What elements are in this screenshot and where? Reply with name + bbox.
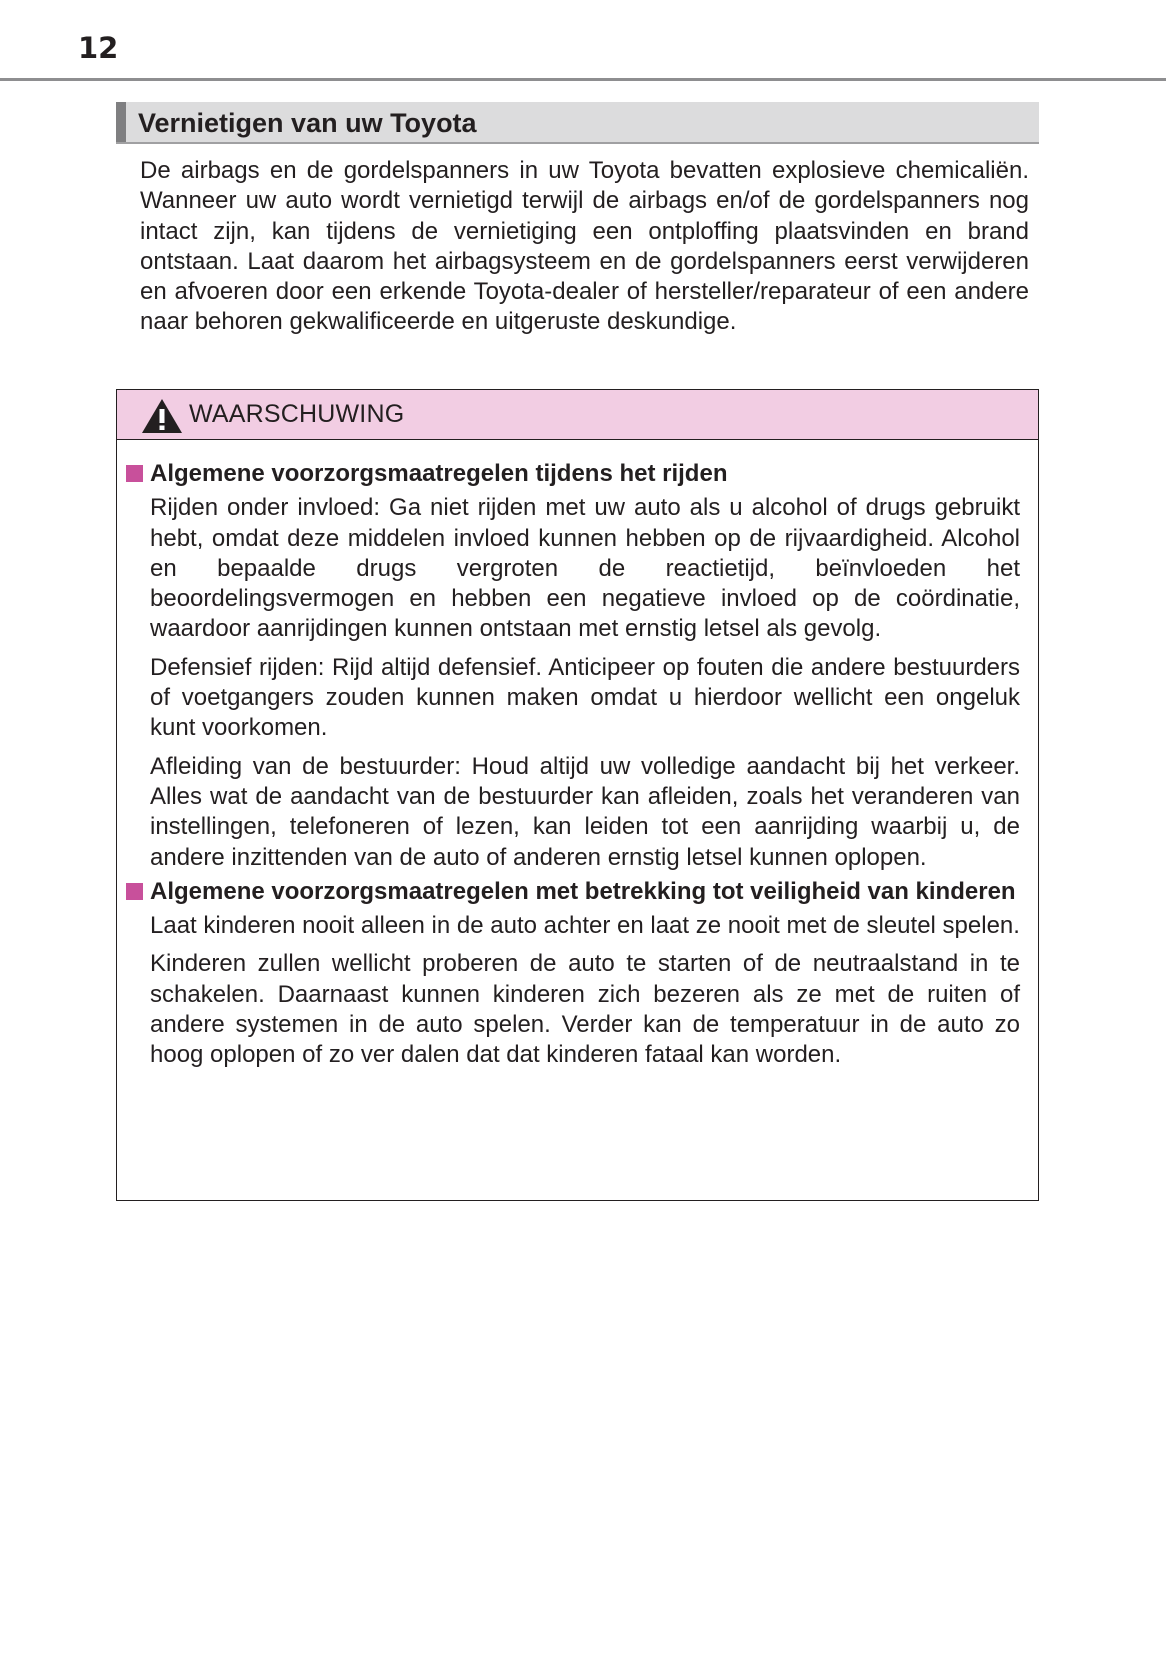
- subheading-text: Algemene voorzorgsmaatregelen met betrekking tot veiligheid van kinderen: [150, 877, 1016, 905]
- section-heading-bar: [116, 102, 126, 142]
- warning-box: [116, 389, 1039, 1201]
- warning-triangle-icon: [141, 398, 183, 434]
- warning-title: WAARSCHUWING: [189, 400, 405, 428]
- warning-paragraph: Laat kinderen nooit alleen in de auto achter en laat ze nooit met de sleutel spelen.: [150, 912, 1020, 940]
- warning-paragraph: Kinderen zullen wellicht proberen de auto te starten of de neutraalstand in te schakelen. Daarnaast kunnen kinderen zich bezeren als ze met de ruiten of andere systemen in de auto spelen. Verder kan de temperatuur in de auto zo hoog oplopen of zo ver dalen dat dat kinderen fataal kan worden.: [150, 950, 1020, 1069]
- warning-subheading: [117, 459, 1038, 489]
- warning-header: [117, 390, 1038, 440]
- section-heading: [116, 102, 1039, 144]
- subheading-text: Algemene voorzorgsmaatregelen tijdens het rijden: [150, 460, 728, 487]
- warning-paragraph: Defensief rijden: Rijd altijd defensief. Anticipeer op fouten die andere bestuurders of voetgangers zouden kunnen maken omdat u hierdoor wellicht een ongeluk kunt voorkomen.: [150, 653, 1020, 742]
- header-rule: [0, 78, 1166, 81]
- square-bullet-icon: [126, 465, 143, 482]
- intro-paragraph: De airbags en de gordelspanners in uw Toyota bevatten explosieve chemicaliën. Wanneer uw auto wordt vernietigd terwijl de airbags en/of de gordelspanners nog intact zijn, kan tijdens de vernietiging een ontploffing plaatsvinden en brand ontstaan. Laat daarom het airbagsysteem en de gordelspanners eerst verwijderen en afvoeren door een erkende Toyota-dealer of hersteller/reparateur of een andere naar behoren gekwalificeerde en uitgeruste deskundige.: [140, 157, 1029, 336]
- warning-body: [117, 459, 1038, 1071]
- section-title: Vernietigen van uw Toyota: [138, 108, 477, 138]
- page-number: 12: [78, 31, 119, 65]
- warning-subheading: [117, 877, 1038, 907]
- square-bullet-icon: [126, 883, 143, 900]
- warning-paragraph: Afleiding van de bestuurder: Houd altijd uw volledige aandacht bij het verkeer. Alles wat de aandacht van de bestuurder kan afleiden, zoals het veranderen van instellingen, telefoneren of lezen, kan leiden tot een aanrijding waarbij u, de andere inzittenden van de auto of anderen ernstig letsel kunnen oplopen.: [150, 752, 1020, 871]
- warning-paragraph: Rijden onder invloed: Ga niet rijden met uw auto als u alcohol of drugs gebruikt hebt, omdat deze middelen invloed kunnen hebben op de rijvaardigheid. Alcohol en bepaalde drugs vergroten de reactietijd, beïnvloeden het beoordelingsvermogen en hebben een negatieve invloed op de coördinatie, waardoor aanrijdingen kunnen ontstaan met ernstig letsel als gevolg.: [150, 494, 1020, 643]
